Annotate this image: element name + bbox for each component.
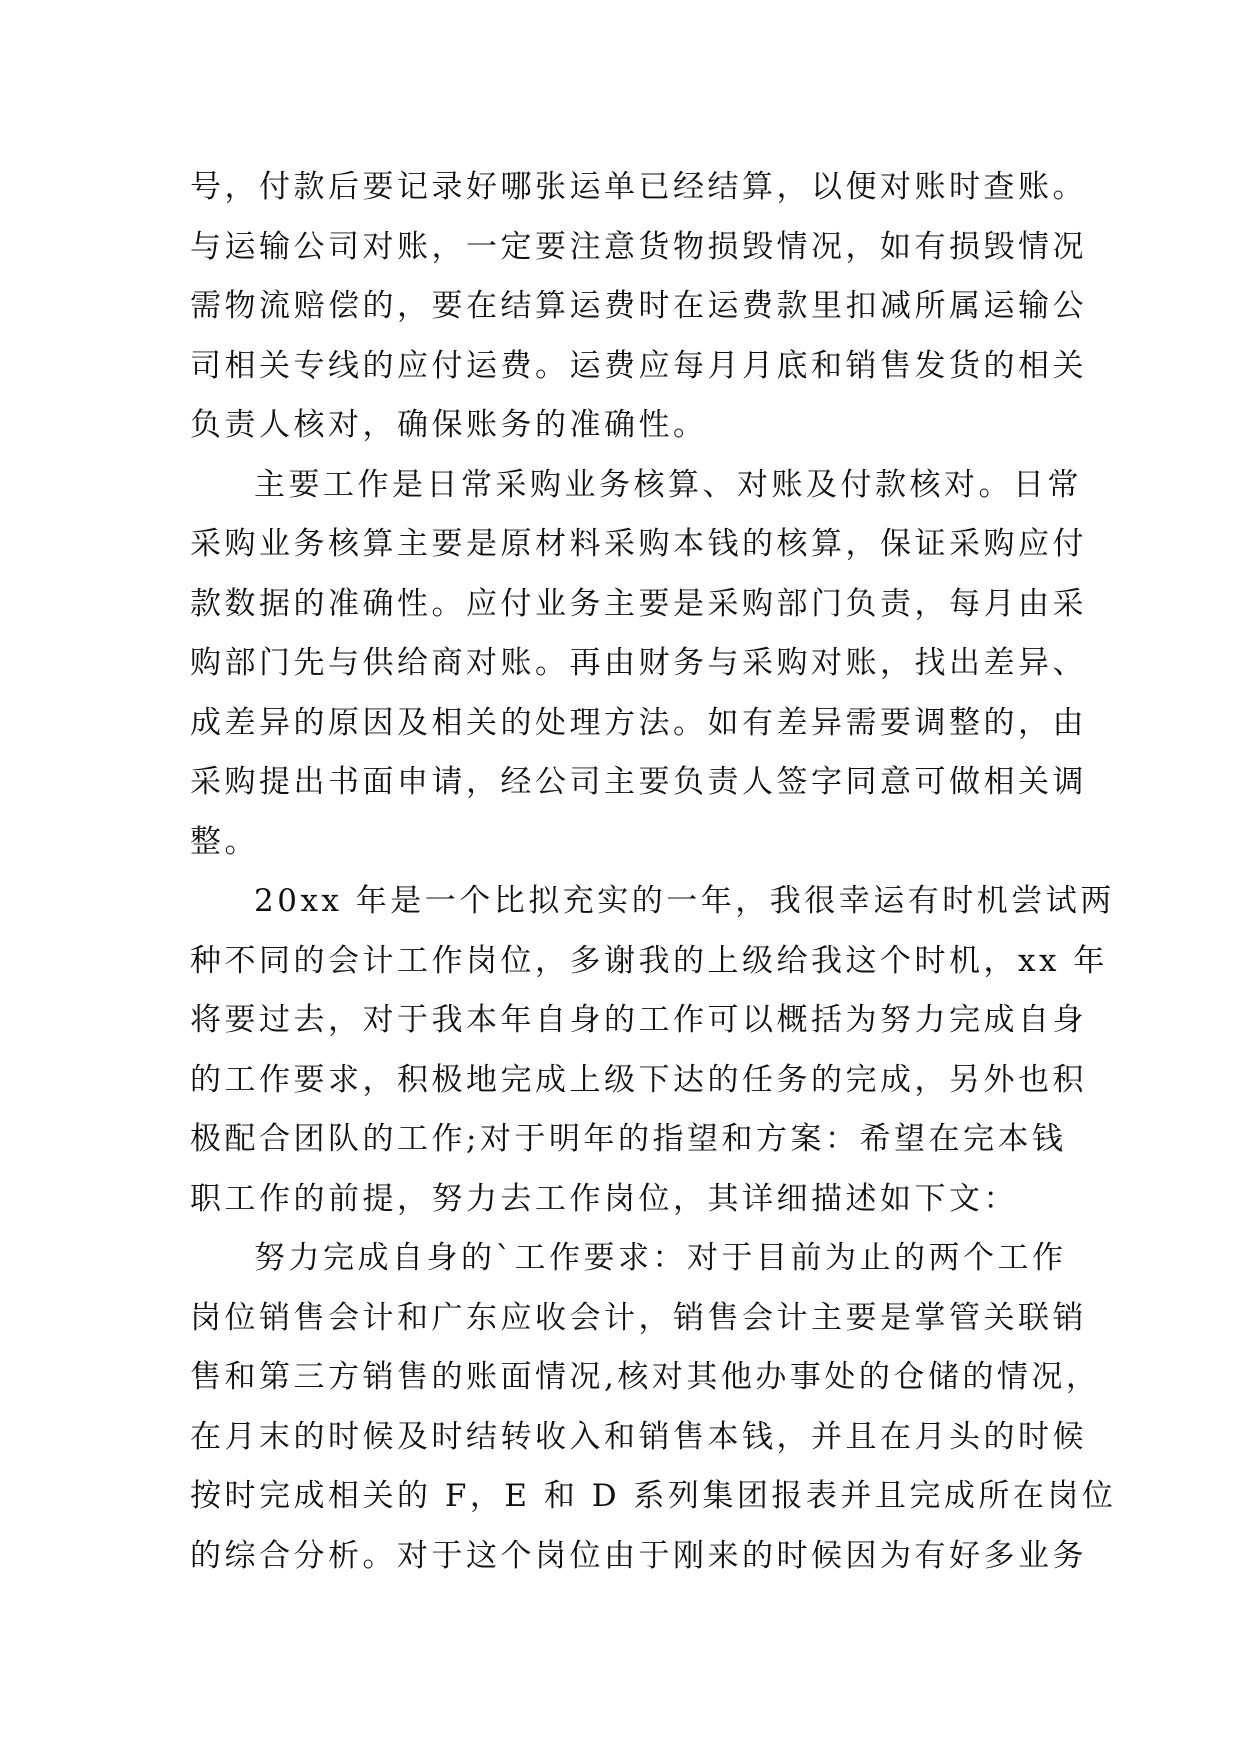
text-line: 将要过去，对于我本年自身的工作可以概括为努力完成自身: [190, 1002, 1087, 1038]
paragraph: [190, 872, 1115, 1229]
text-line: 采购业务核算主要是原材料采购本钱的核算，保证采购应付: [190, 526, 1087, 562]
text-line: 购部门先与供给商对账。再由财务与采购对账，找出差异、: [190, 645, 1087, 681]
paragraph: [190, 1229, 1117, 1586]
text-line: 20xx 年是一个比拟充实的一年，我很幸运有时机尝试两: [254, 883, 1115, 919]
text-line: 采购提出书面申请，经公司主要负责人签字同意可做相关调: [190, 764, 1087, 800]
text-line: 努力完成自身的`工作要求：对于目前为止的两个工作: [254, 1240, 1067, 1276]
text-line: 司相关专线的应付运费。运费应每月月底和销售发货的相关: [190, 347, 1087, 384]
text-line: 的工作要求，积极地完成上级下达的任务的完成，另外也积: [190, 1061, 1087, 1098]
text-line: 款数据的准确性。应付业务主要是采购部门负责，每月由采: [190, 585, 1087, 622]
text-line: 在月末的时候及时结转收入和销售本钱，并且在月头的时候: [190, 1418, 1087, 1455]
text-line: 的综合分析。对于这个岗位由于刚来的时候因为有好多业务: [190, 1537, 1087, 1574]
text-line: 成差异的原因及相关的处理方法。如有差异需要调整的，由: [190, 704, 1087, 741]
text-line: 负责人核对，确保账务的准确性。: [190, 407, 708, 443]
text-line: 售和第三方销售的账面情况,核对其他办事处的仓储的情况，: [190, 1359, 1101, 1395]
text-line: 极配合团队的工作;对于明年的指望和方案：希望在完本钱: [190, 1121, 1067, 1157]
text-line: 岗位销售会计和广东应收会计，销售会计主要是掌管关联销: [190, 1299, 1087, 1336]
text-line: 号，付款后要记录好哪张运单已经结算，以便对账时查账。: [190, 169, 1087, 205]
paragraph: [190, 456, 1087, 873]
text-line: 整。: [190, 823, 259, 860]
text-line: 主要工作是日常采购业务核算、对账及付款核对。日常: [254, 466, 1082, 503]
text-line: 职工作的前提，努力去工作岗位，其详细描述如下文：: [190, 1180, 1018, 1217]
document-body: [190, 158, 1117, 1586]
paragraph: [190, 158, 1087, 456]
text-line: 需物流赔偿的，要在结算运费时在运费款里扣减所属运输公: [190, 288, 1087, 324]
text-line: 与运输公司对账，一定要注意货物损毁情况，如有损毁情况: [190, 228, 1087, 265]
text-line: 种不同的会计工作岗位，多谢我的上级给我这个时机，xx 年: [190, 942, 1108, 979]
text-line: 按时完成相关的 F，E 和 D 系列集团报表并且完成所在岗位: [190, 1478, 1117, 1514]
